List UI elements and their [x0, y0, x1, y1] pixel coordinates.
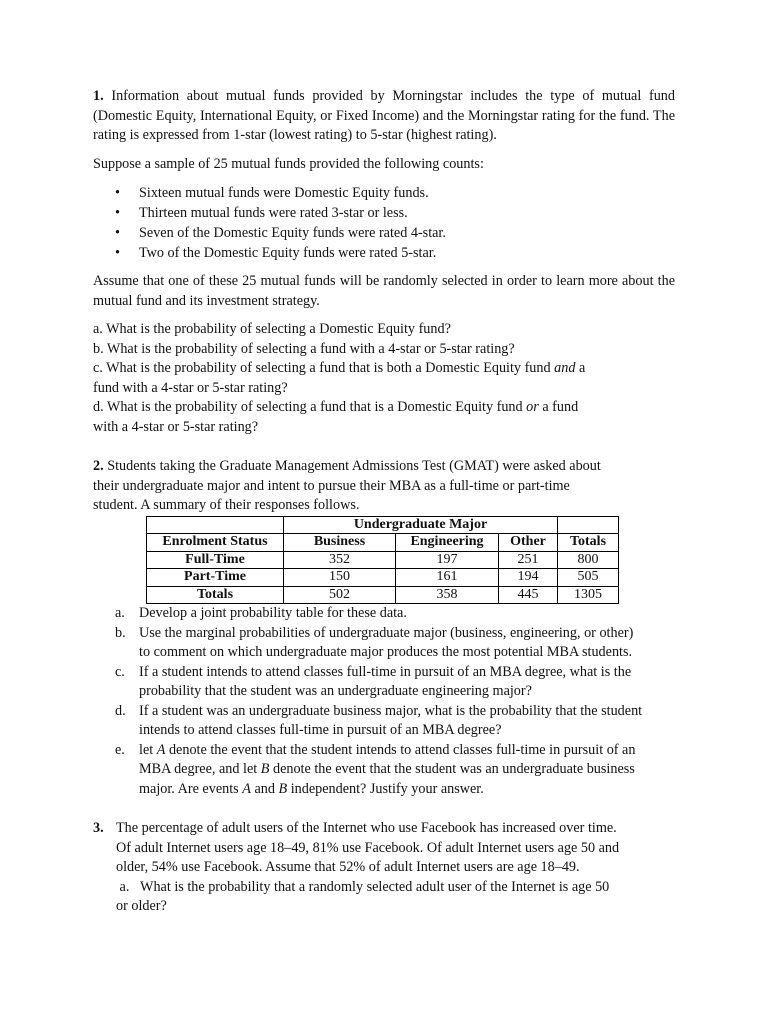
gmat-table — [146, 516, 619, 605]
table-cell: 445 — [499, 586, 558, 604]
table-cell-empty — [147, 516, 284, 534]
table-row — [147, 569, 619, 587]
q2-intro: 2. Students taking the Graduate Management Admissions Test (GMAT) were asked about their undergraduate major and intent to pursue their MBA as a full-time or part-time student. A summary of their responses follows. — [93, 458, 601, 513]
list-item: a. Develop a joint probability table for these data. — [115, 605, 407, 621]
table-group-header: Undergraduate Major — [284, 516, 558, 534]
q1-intro-text: Information about mutual funds provided by Morningstar includes the type of mutual fund (Domestic Equity, International Equity, or Fixed Income) and the Morningstar rating for the fund. The rating is expressed from 1-star (lowest rating) to 5-star (highest rating). — [93, 88, 675, 143]
q1-bullet-list — [93, 183, 675, 263]
q3-text: The percentage of adult users of the Internet who use Facebook has increased over time. Of adult Internet users age 18–49, 81% use Facebook. Of adult Internet users age 50 and older, 54% use Facebook. Assume that 52% of adult Internet users are age 18–49. — [116, 820, 620, 875]
table-header: Other — [499, 534, 558, 552]
q1-lead-text: Suppose a sample of 25 mutual funds provided the following counts: — [93, 155, 484, 172]
table-cell: 352 — [284, 551, 396, 569]
q3-part-a: a. What is the probability that a randomly selected adult user of the Internet is age 50 or older? — [116, 878, 610, 914]
bullet-icon: • — [115, 205, 120, 221]
bullet-icon: • — [115, 185, 120, 201]
list-item: • Thirteen mutual funds were rated 3-star or less. — [115, 205, 408, 221]
table-header: Enrolment Status — [147, 534, 284, 552]
q3-number: 3. — [93, 820, 104, 836]
table-cell: 505 — [558, 569, 619, 587]
list-item: e. let A denote the event that the student intends to attend classes full-time in pursuit of an MBA degree, and let B denote the event that the student was an undergraduate business major. Are events A and B independent? Justify your answer. — [115, 741, 636, 797]
table-cell: 251 — [499, 551, 558, 569]
spacer — [93, 799, 675, 819]
list-item: • Two of the Domestic Equity funds were rated 5-star. — [115, 245, 437, 261]
table-row — [147, 586, 619, 604]
table-cell: Full-Time — [147, 551, 284, 569]
table-cell: 197 — [396, 551, 499, 569]
table-header: Totals — [558, 534, 619, 552]
list-item: d. If a student was an undergraduate business major, what is the probability that the student intends to attend classes full-time in pursuit of an MBA degree? — [115, 702, 643, 738]
table-row — [147, 516, 619, 534]
table-cell: 1305 — [558, 586, 619, 604]
list-item: • Seven of the Domestic Equity funds were rated 4-star. — [115, 225, 446, 241]
table-cell: 800 — [558, 551, 619, 569]
document-page — [93, 87, 675, 917]
table-cell: 161 — [396, 569, 499, 587]
table-cell: 502 — [284, 586, 396, 604]
list-item: c. If a student intends to attend classes full-time in pursuit of an MBA degree, what is the probability that the student was an undergraduate engineering major? — [115, 663, 632, 699]
q1-number: 1. — [93, 88, 104, 104]
table-cell: Part-Time — [147, 569, 284, 587]
q1-part-a: a. What is the probability of selecting a Domestic Equity fund? — [93, 321, 451, 337]
question-1 — [93, 87, 675, 437]
table-cell: Totals — [147, 586, 284, 604]
q1-intro-paragraph — [93, 87, 675, 146]
list-item: b. Use the marginal probabilities of undergraduate major (business, engineering, or other) to comment on which undergraduate major produces the most potential MBA students. — [115, 624, 634, 660]
spacer — [93, 437, 675, 457]
table-header: Business — [284, 534, 396, 552]
table-row — [147, 534, 619, 552]
q2-subquestions — [93, 604, 675, 799]
table-header: Engineering — [396, 534, 499, 552]
question-2 — [93, 457, 675, 799]
bullet-icon: • — [115, 245, 120, 261]
list-item: • Sixteen mutual funds were Domestic Equity funds. — [115, 185, 429, 201]
q2-number: 2. — [93, 458, 104, 474]
table-cell-empty — [558, 516, 619, 534]
table-cell: 194 — [499, 569, 558, 587]
q1-part-c: c. What is the probability of selecting a fund that is both a Domestic Equity fund and a fund with a 4-star or 5-star rating? — [93, 360, 586, 396]
q1-assumption-text: Assume that one of these 25 mutual funds will be randomly selected in order to learn more about the mutual fund and its investment strategy. — [93, 273, 675, 309]
q1-part-b: b. What is the probability of selecting a fund with a 4-star or 5-star rating? — [93, 340, 515, 357]
table-cell: 150 — [284, 569, 396, 587]
table-row — [147, 551, 619, 569]
table-cell: 358 — [396, 586, 499, 604]
bullet-icon: • — [115, 225, 120, 241]
question-3 — [93, 819, 675, 917]
q1-part-d: d. What is the probability of selecting a fund that is a Domestic Equity fund or a fund with a 4-star or 5-star rating? — [93, 399, 579, 435]
